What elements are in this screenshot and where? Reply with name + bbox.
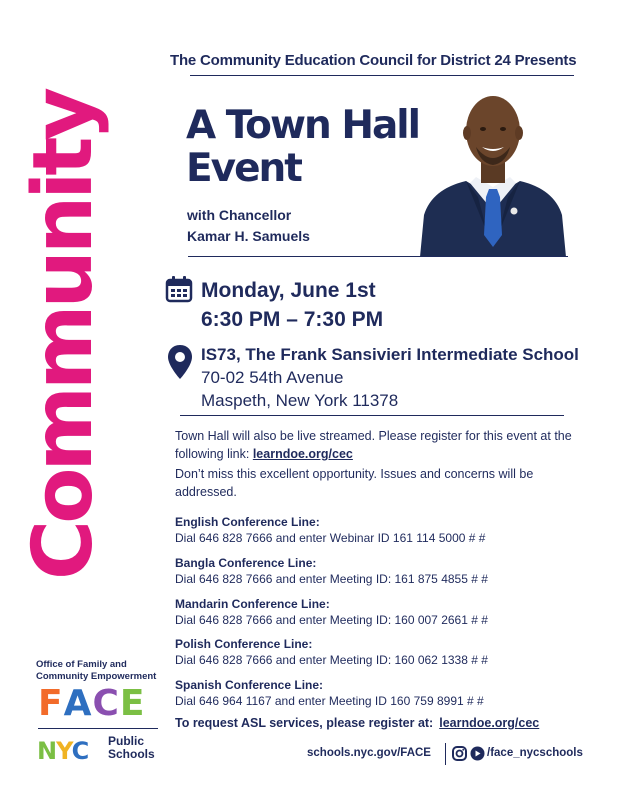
office-line1: Office of Family and — [36, 659, 127, 670]
guest-info — [187, 205, 407, 247]
guest-line1: with Chancellor — [187, 207, 292, 223]
schools-label: Schools — [108, 747, 155, 761]
event-location — [201, 343, 579, 412]
conference-line-detail: Dial 646 828 7666 and enter Meeting ID: 160 062 1338 # # — [175, 653, 488, 667]
location-divider — [180, 415, 564, 416]
livestream-text: Town Hall will also be live streamed. Please register for this event at the following link: — [175, 429, 572, 461]
venue-name: IS73, The Frank Sansivieri Intermediate School — [201, 345, 579, 364]
face-logo — [38, 684, 145, 724]
face-letter-e: E — [119, 683, 146, 724]
conference-line-spanish — [175, 677, 605, 709]
conference-line-detail: Dial 646 828 7666 and enter Meeting ID: 160 007 2661 # # — [175, 613, 488, 627]
conference-line-heading: Bangla Conference Line: — [175, 556, 317, 570]
guest-name: Kamar H. Samuels — [187, 228, 310, 244]
conference-line-heading: Polish Conference Line: — [175, 637, 313, 651]
event-title — [186, 104, 456, 190]
instagram-icon[interactable] — [452, 746, 467, 766]
nyc-logo — [37, 738, 103, 767]
calendar-icon — [165, 275, 193, 308]
event-date: Monday, June 1st — [201, 279, 376, 302]
community-vertical-title — [4, 55, 122, 615]
conference-line-heading: English Conference Line: — [175, 515, 320, 529]
venue-street: 70-02 54th Avenue — [201, 368, 344, 387]
office-name — [36, 659, 166, 683]
event-title-line2: Event — [186, 146, 301, 191]
conference-line-heading: Spanish Conference Line: — [175, 678, 324, 692]
conference-line-detail: Dial 646 828 7666 and enter Meeting ID: 161 875 4855 # # — [175, 572, 488, 586]
branding-divider — [38, 728, 158, 729]
conference-line-polish — [175, 636, 605, 668]
public-schools-label — [108, 735, 155, 761]
public-label: Public — [108, 734, 145, 748]
chancellor-photo — [418, 85, 568, 257]
conference-line-detail: Dial 646 828 7666 and enter Webinar ID 161 114 5000 # # — [175, 531, 486, 545]
face-letter-c: C — [92, 683, 120, 724]
asl-register-link[interactable]: learndoe.org/cec — [439, 716, 540, 730]
conference-line-bangla — [175, 555, 605, 587]
venue-city: Maspeth, New York 11378 — [201, 391, 399, 410]
livestream-note — [175, 427, 595, 463]
event-datetime — [201, 276, 383, 334]
title-divider — [188, 256, 568, 257]
svg-text:NYC: NYC — [37, 738, 89, 762]
asl-request — [175, 716, 539, 730]
location-pin-icon — [167, 344, 193, 385]
header-divider — [190, 75, 574, 76]
conference-line-heading: Mandarin Conference Line: — [175, 597, 330, 611]
conference-line-mandarin — [175, 596, 605, 628]
conference-line-detail: Dial 646 964 1167 and enter Meeting ID 160 759 8991 # # — [175, 694, 484, 708]
conference-line-english — [175, 514, 605, 546]
register-link[interactable]: learndoe.org/cec — [252, 447, 353, 461]
face-letter-f: F — [38, 683, 64, 724]
presenter-line: The Community Education Council for District 24 Presents — [170, 52, 577, 69]
community-text: Community — [15, 90, 111, 580]
face-letter-a: A — [63, 683, 93, 724]
asl-text: To request ASL services, please register at: — [175, 716, 434, 730]
website-link[interactable]: schools.nyc.gov/FACE — [307, 747, 431, 759]
youtube-icon[interactable] — [469, 746, 486, 766]
event-time: 6:30 PM – 7:30 PM — [201, 308, 384, 331]
event-title-line1: A Town Hall — [186, 103, 420, 148]
opportunity-note: Don’t miss this excellent opportunity. Issues and concerns will be addressed. — [175, 467, 534, 499]
footer-divider — [445, 743, 446, 765]
social-handle[interactable]: /face_nycschools — [487, 747, 583, 759]
office-line2: Community Empowerment — [36, 671, 157, 682]
social-icons — [452, 746, 486, 766]
